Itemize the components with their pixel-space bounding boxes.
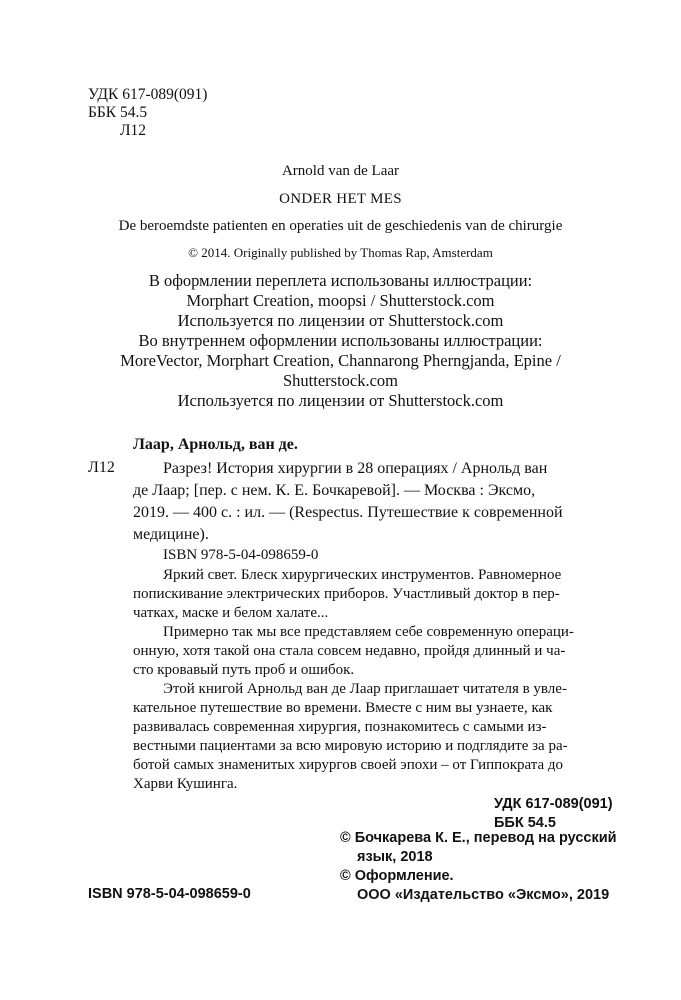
original-title: ONDER HET MES: [279, 191, 402, 207]
credit-line: Используется по лицензии от Shutterstock.com: [177, 391, 504, 410]
catalog-code: Л12: [88, 459, 115, 476]
bottom-isbn: ISBN 978-5-04-098659-0: [88, 886, 251, 902]
author-mark: Л12: [120, 122, 147, 139]
abstract-line: Этой книгой Арнольд ван де Лаар приглашает читателя в увле-: [163, 681, 567, 697]
credit-line: Morphart Creation, moopsi / Shutterstock.com: [186, 291, 495, 310]
credit-line: MoreVector, Morphart Creation, Channarong Pherngjanda, Epine /: [120, 351, 561, 370]
catalog-line: Разрез! История хирургии в 28 операциях / Арнольд ван: [163, 460, 548, 477]
inner-illustration-credits: [0, 331, 681, 411]
abstract-line: вестными пациентами за всю мировую историю и подглядите за ра-: [133, 738, 568, 754]
credit-line: В оформлении переплета использованы иллюстрации:: [148, 271, 533, 290]
abstract-line: развивалась современная хирургия, познакомитесь с самыми из-: [133, 719, 547, 735]
catalog-line: медицине).: [133, 526, 209, 543]
credit-line: Shutterstock.com: [282, 371, 399, 390]
publisher-copyright: ООО «Издательство «Эксмо», 2019: [357, 887, 610, 903]
abstract-line: кательное путешествие во времени. Вместе с ним вы узнаете, как: [133, 700, 553, 716]
catalog-author-heading: Лаар, Арнольд, ван де.: [133, 436, 298, 453]
bottom-classification: [494, 795, 613, 833]
abstract-line: Примерно так мы все представляем себе современную операци-: [163, 624, 574, 640]
original-author: Arnold van de Laar: [281, 163, 400, 179]
abstract-line: Харви Кушинга.: [133, 776, 238, 792]
abstract-line: Яркий свет. Блеск хирургических инструментов. Равномерное: [163, 567, 562, 583]
catalog-description: [133, 458, 613, 546]
credit-line: Во внутреннем оформлении использованы иллюстрации:: [138, 331, 543, 350]
abstract-line: ботой самых знаменитых хирургов своей эпохи – от Гиппократа до: [133, 757, 564, 773]
abstract-line: попискивание электрических приборов. Участливый доктор в пер-: [133, 586, 560, 602]
copyright-block: [340, 829, 617, 905]
bbk-code: ББК 54.5: [88, 104, 148, 121]
udk-code: УДК 617-089(091): [88, 86, 208, 103]
credit-line: Используется по лицензии от Shutterstock.com: [177, 311, 504, 330]
bbk-code: ББК 54.5: [494, 815, 556, 831]
design-copyright: © Оформление.: [340, 868, 454, 884]
translation-copyright: © Бочкарева К. Е., перевод на русский: [340, 830, 617, 846]
udk-code: УДК 617-089(091): [494, 796, 613, 812]
top-classification: [88, 86, 207, 140]
catalog-line: 2019. — 400 с. : ил. — (Respectus. Путешествие к современной: [133, 504, 563, 521]
abstract-line: чатках, маске и белом халате...: [133, 605, 329, 621]
original-subtitle: De beroemdste patienten en operaties uit de geschiedenis van de chirurgie: [118, 218, 563, 234]
abstract-line: онную, хотя такой она стала совсем недавно, пройдя длинный и ча-: [133, 643, 566, 659]
translation-copyright-cont: язык, 2018: [357, 849, 433, 865]
abstract: [133, 566, 613, 794]
catalog-line: де Лаар; [пер. с нем. К. Е. Бочкаревой]. — Москва : Эксмо,: [133, 482, 536, 499]
cover-illustration-credits: [0, 271, 681, 331]
catalog-isbn: ISBN 978-5-04-098659-0: [163, 547, 319, 563]
abstract-line: сто кровавый путь проб и ошибок.: [133, 662, 355, 678]
original-copyright: © 2014. Originally published by Thomas Rap, Amsterdam: [188, 245, 493, 260]
